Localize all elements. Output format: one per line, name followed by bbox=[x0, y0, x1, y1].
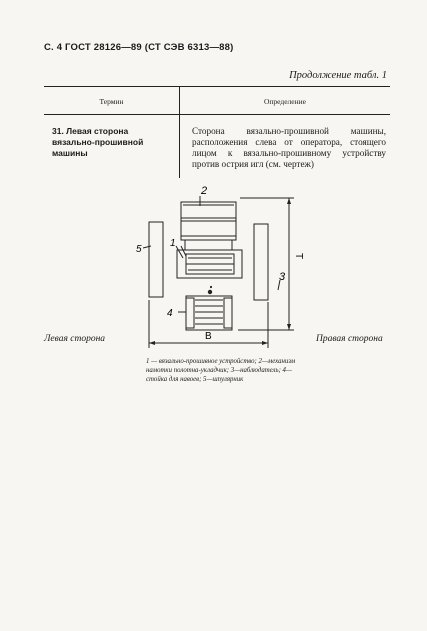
label-5: 5 bbox=[136, 244, 142, 255]
left-side-label: Левая сторона bbox=[44, 334, 106, 344]
label-height: T bbox=[293, 253, 304, 260]
right-side-label: Правая сторона bbox=[316, 334, 383, 344]
observer-point bbox=[208, 290, 212, 294]
label-3: 3 bbox=[279, 271, 286, 283]
label-4: 4 bbox=[167, 308, 173, 319]
definition-cell: Сторона вязально-прошивной машины, расположения слева от оператора, стоящего лицом к вязально-прошивному устройству против острия игл (см. чертеж) bbox=[192, 126, 386, 169]
column-header-term: Термин bbox=[99, 97, 124, 106]
creel-right bbox=[254, 224, 268, 300]
creel-left bbox=[149, 222, 163, 297]
table-continuation-label: Продолжение табл. 1 bbox=[289, 70, 387, 81]
label-width: B bbox=[205, 331, 212, 342]
label-2: 2 bbox=[201, 185, 208, 197]
column-header-definition: Определение bbox=[264, 97, 306, 106]
page-header: С. 4 ГОСТ 28126—89 (СТ СЭВ 6313—88) bbox=[44, 42, 234, 53]
term-cell: 31. Левая сторона вязально-прошивной машины bbox=[52, 126, 144, 158]
beam-stand bbox=[186, 296, 232, 330]
label-1: 1 bbox=[170, 238, 176, 249]
figure-caption: 1 — вязально-прошивное устройство; 2—механизм намотки полотна-укладчик; 3—наблюдатель; 4—стойка для навоев; 5—шпулярник bbox=[146, 358, 296, 383]
